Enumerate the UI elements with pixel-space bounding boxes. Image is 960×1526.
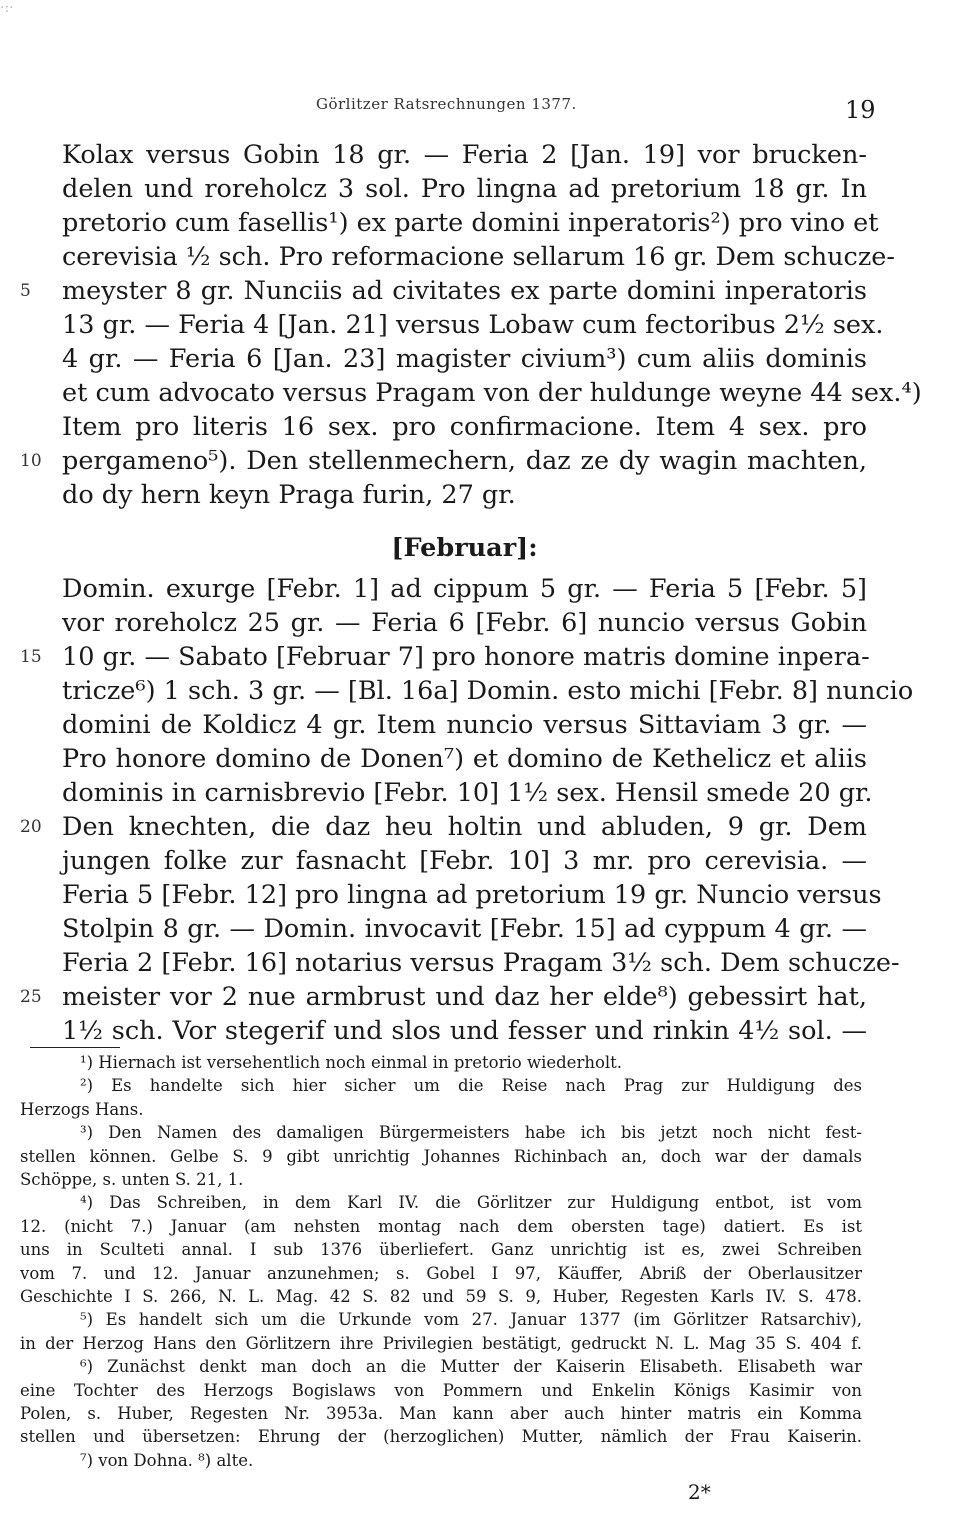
- line-number: 25: [20, 987, 42, 1007]
- footnote-line: Herzogs Hans.: [20, 1099, 144, 1119]
- footnote-line: 12. (nicht 7.) Januar (am nehsten montag nach dem obersten tage) datiert. Es ist: [20, 1216, 862, 1236]
- text-line: 4 gr. — Feria 6 [Jan. 23] magister civium³) cum aliis dominis: [62, 344, 867, 374]
- line-number: 20: [20, 817, 42, 837]
- text-line: meyster 8 gr. Nunciis ad civitates ex parte domini inperatoris: [62, 276, 867, 306]
- footnote-line: Schöppe, s. unten S. 21, 1.: [20, 1170, 244, 1189]
- text-line: et cum advocato versus Pragam von der huldunge weyne 44 sex.⁴): [62, 378, 922, 408]
- footnote-line: ⁴) Das Schreiben, in dem Karl IV. die Görlitzer zur Huldigung entbot, ist vom: [80, 1193, 862, 1213]
- text-line: 1½ sch. Vor stegerif und slos und fesser und rinkin 4½ sol. —: [62, 1016, 867, 1046]
- footnote-rule: [30, 1047, 120, 1048]
- text-line: meister vor 2 nue armbrust und daz her elde⁸) gebessirt hat,: [62, 982, 867, 1012]
- footnote-line: eine Tochter des Herzogs Bogislaws von Pommern und Enkelin Königs Kasimir von: [20, 1380, 862, 1400]
- footnote-line: stellen können. Gelbe S. 9 gibt unrichtig Johannes Richinbach an, doch war der damals: [20, 1146, 862, 1166]
- text-line: vor roreholcz 25 gr. — Feria 6 [Febr. 6] nuncio versus Gobin: [62, 608, 867, 638]
- text-line: cerevisia ½ sch. Pro reformacione sellarum 16 gr. Dem schucze-: [62, 242, 895, 272]
- footnote-line: stellen und übersetzen: Ehrung der (herzoglichen) Mutter, nämlich der Frau Kaiserin.: [20, 1427, 862, 1447]
- footnote-line: ⁶) Zunächst denkt man doch an die Mutter der Kaiserin Elisabeth. Elisabeth war: [80, 1357, 862, 1377]
- text-line: Kolax versus Gobin 18 gr. — Feria 2 [Jan. 19] vor brucken-: [62, 140, 867, 170]
- footnote-line: uns in Sculteti annal. I sub 1376 überliefert. Ganz unrichtig ist es, zwei Schreiben: [20, 1240, 862, 1260]
- running-title: Görlitzer Ratsrechnungen 1377.: [316, 95, 577, 113]
- footnote-line: ²) Es handelte sich hier sicher um die Reise nach Prag zur Huldigung des: [80, 1076, 862, 1096]
- page-number: 19: [845, 96, 876, 124]
- line-number: 10: [20, 451, 42, 471]
- footnote-line: vom 7. und 12. Januar anzunehmen; s. Gobel I 97, Käuffer, Abriß der Oberlausitzer: [20, 1263, 862, 1283]
- text-line: tricze⁶) 1 sch. 3 gr. — [Bl. 16a] Domin. esto michi [Febr. 8] nuncio: [62, 676, 914, 706]
- footnote-line: ⁵) Es handelt sich um die Urkunde vom 27. Januar 1377 (im Görlitzer Ratsarchiv),: [80, 1310, 862, 1330]
- text-line: Stolpin 8 gr. — Domin. invocavit [Febr. 15] ad cyppum 4 gr. —: [62, 914, 867, 944]
- text-line: Feria 2 [Febr. 16] notarius versus Pragam 3½ sch. Dem schucze-: [62, 948, 900, 978]
- footnote-line: Polen, s. Huber, Regesten Nr. 3953a. Man kann aber auch hinter matris ein Komma: [20, 1404, 862, 1423]
- text-line: 10 gr. — Sabato [Februar 7] pro honore matris domine inpera-: [62, 642, 870, 672]
- corner-mark: ·:·: [0, 0, 14, 16]
- text-line: Item pro literis 16 sex. pro confirmacione. Item 4 sex. pro: [62, 412, 867, 442]
- line-number: 5: [20, 281, 31, 301]
- text-line: 13 gr. — Feria 4 [Jan. 21] versus Lobaw cum fectoribus 2½ sex.: [62, 310, 884, 340]
- text-line: Feria 5 [Febr. 12] pro lingna ad pretorium 19 gr. Nuncio versus: [62, 880, 882, 910]
- text-line: delen und roreholcz 3 sol. Pro lingna ad pretorium 18 gr. In: [62, 174, 867, 204]
- text-line: [Februar]:: [391, 533, 538, 563]
- text-line: Domin. exurge [Febr. 1] ad cippum 5 gr. — Feria 5 [Febr. 5]: [62, 574, 867, 604]
- footnote-line: ¹) Hiernach ist versehentlich noch einmal in pretorio wiederholt.: [80, 1053, 623, 1072]
- text-line: Pro honore domino de Donen⁷) et domino de Kethelicz et aliis: [62, 744, 867, 774]
- text-line: jungen folke zur fasnacht [Febr. 10] 3 mr. pro cerevisia. —: [62, 846, 867, 876]
- footnote-line: in der Herzog Hans den Görlitzern ihre Privilegien bestätigt, gedruckt N. L. Mag 35 S. 404 f.: [20, 1333, 862, 1353]
- signature-mark: 2*: [688, 1480, 711, 1504]
- text-line: pretorio cum fasellis¹) ex parte domini inperatoris²) pro vino et: [62, 208, 879, 238]
- text-line: domini de Koldicz 4 gr. Item nuncio versus Sittaviam 3 gr. —: [62, 710, 867, 740]
- text-line: dominis in carnisbrevio [Febr. 10] 1½ sex. Hensil smede 20 gr.: [62, 778, 873, 808]
- text-line: do dy hern keyn Praga furin, 27 gr.: [62, 480, 516, 510]
- footnote-line: ³) Den Namen des damaligen Bürgermeisters habe ich bis jetzt noch nicht fest-: [80, 1123, 862, 1143]
- footnote-line: ⁷) von Dohna. ⁸) alte.: [80, 1450, 254, 1470]
- line-number: 15: [20, 647, 42, 667]
- footnote-line: Geschichte I S. 266, N. L. Mag. 42 S. 82 und 59 S. 9, Huber, Regesten Karls IV. S. 478.: [20, 1287, 862, 1306]
- text-line: Den knechten, die daz heu holtin und abluden, 9 gr. Dem: [62, 812, 867, 842]
- text-line: pergameno⁵). Den stellenmechern, daz ze dy wagin machten,: [62, 446, 867, 476]
